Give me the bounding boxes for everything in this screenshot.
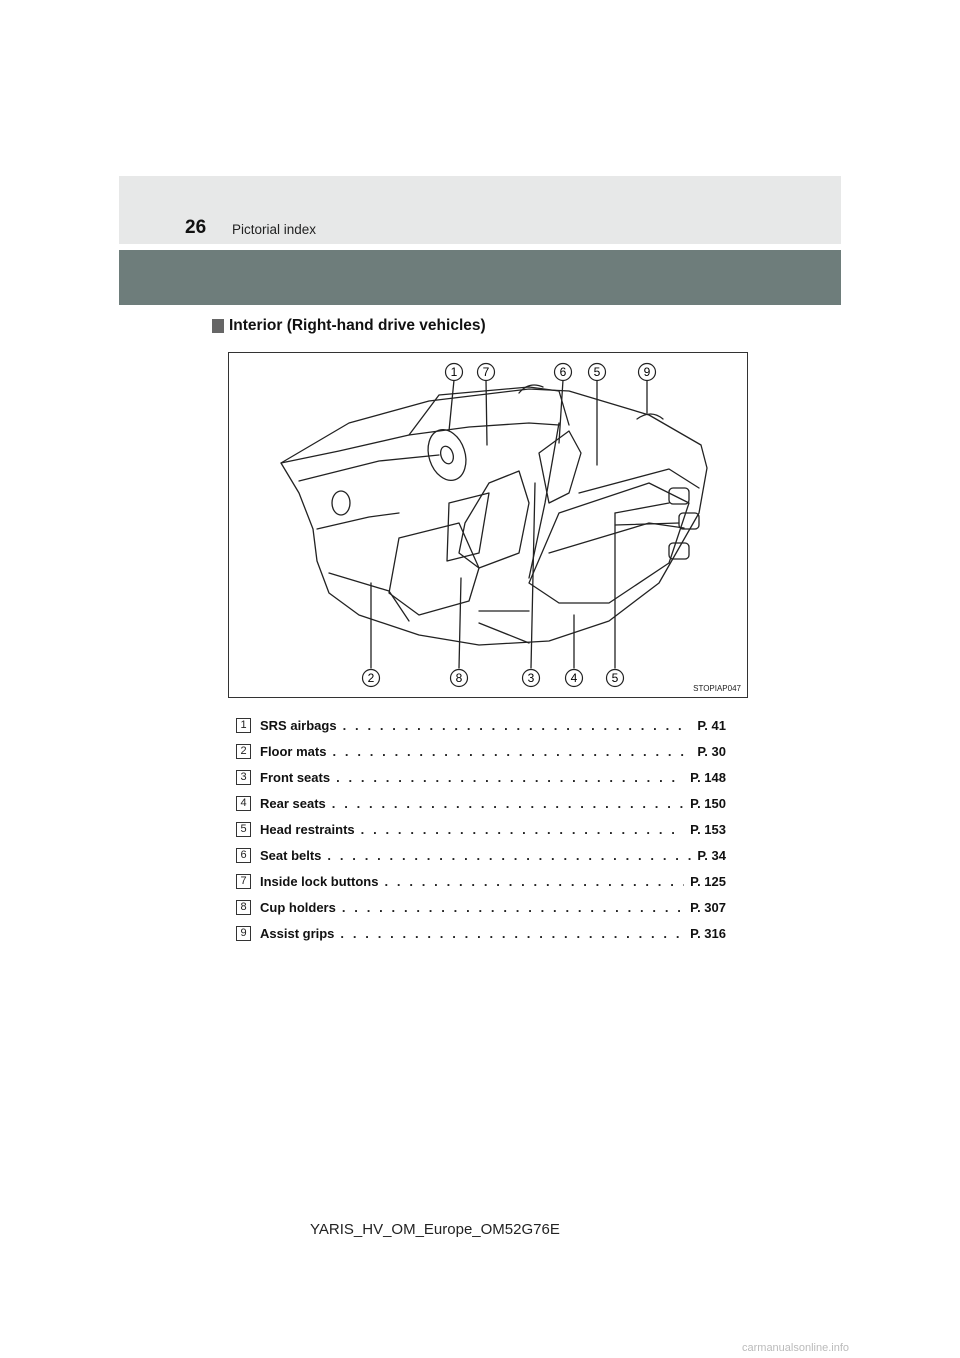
page-reference[interactable]: P. 41 bbox=[697, 717, 726, 733]
item-label: Floor mats bbox=[260, 743, 327, 759]
item-number: 1 bbox=[236, 718, 251, 733]
list-item[interactable] bbox=[236, 791, 726, 815]
page-number: 26 bbox=[185, 217, 207, 238]
leader-dots bbox=[361, 822, 684, 837]
page-reference[interactable]: P. 316 bbox=[690, 925, 726, 941]
leader-dots bbox=[327, 848, 691, 863]
document-footer: YARIS_HV_OM_Europe_OM52G76E bbox=[310, 1221, 560, 1238]
item-number: 9 bbox=[236, 926, 251, 941]
list-item[interactable] bbox=[236, 921, 726, 945]
header-bar bbox=[119, 176, 841, 244]
item-number: 6 bbox=[236, 848, 251, 863]
figure-code: STOPIAP047 bbox=[693, 684, 741, 693]
bullet-square-icon bbox=[212, 319, 224, 333]
subheading: Interior (Right-hand drive vehicles) bbox=[229, 317, 486, 334]
page-reference[interactable]: P. 34 bbox=[697, 847, 726, 863]
list-item[interactable] bbox=[236, 739, 726, 763]
page-reference[interactable]: P. 307 bbox=[690, 899, 726, 915]
page-reference[interactable]: P. 153 bbox=[690, 821, 726, 837]
item-number: 3 bbox=[236, 770, 251, 785]
leader-dots bbox=[340, 926, 684, 941]
interior-illustration bbox=[228, 352, 748, 698]
item-number: 5 bbox=[236, 822, 251, 837]
item-number: 7 bbox=[236, 874, 251, 889]
item-label: Front seats bbox=[260, 769, 331, 785]
list-item[interactable] bbox=[236, 843, 726, 867]
page-reference[interactable]: P. 125 bbox=[690, 873, 726, 889]
callout-top-1: 1 bbox=[450, 365, 458, 379]
list-item[interactable] bbox=[236, 713, 726, 737]
watermark: carmanualsonline.info bbox=[742, 1342, 850, 1354]
callout-bottom-1: 2 bbox=[367, 671, 375, 685]
leader-dots bbox=[332, 796, 684, 811]
callout-bottom-2: 8 bbox=[455, 671, 463, 685]
item-number: 8 bbox=[236, 900, 251, 915]
callout-top-2: 7 bbox=[482, 365, 490, 379]
page-reference[interactable]: P. 30 bbox=[697, 743, 726, 759]
leader-dots bbox=[384, 874, 684, 889]
list-item[interactable] bbox=[236, 817, 726, 841]
item-label: Rear seats bbox=[260, 795, 326, 811]
callout-bottom-3: 3 bbox=[527, 671, 535, 685]
callout-top-5: 9 bbox=[643, 365, 651, 379]
leader-dots bbox=[343, 718, 692, 733]
item-label: Head restraints bbox=[260, 821, 355, 837]
item-label: Cup holders bbox=[260, 899, 336, 915]
header-band bbox=[119, 250, 841, 305]
callout-top-3: 6 bbox=[559, 365, 567, 379]
leader-dots bbox=[342, 900, 684, 915]
callout-bottom-5: 5 bbox=[611, 671, 619, 685]
list-item[interactable] bbox=[236, 895, 726, 919]
item-number: 2 bbox=[236, 744, 251, 759]
leader-dots bbox=[336, 770, 684, 785]
page-reference[interactable]: P. 150 bbox=[690, 795, 726, 811]
item-label: SRS airbags bbox=[260, 717, 337, 733]
car-interior-drawing bbox=[229, 353, 749, 699]
callout-top-4: 5 bbox=[593, 365, 601, 379]
item-label: Inside lock buttons bbox=[260, 873, 379, 889]
leader-dots bbox=[332, 744, 691, 759]
item-label: Seat belts bbox=[260, 847, 322, 863]
page-reference[interactable]: P. 148 bbox=[690, 769, 726, 785]
item-label: Assist grips bbox=[260, 925, 335, 941]
callout-bottom-4: 4 bbox=[570, 671, 578, 685]
item-number: 4 bbox=[236, 796, 251, 811]
list-item[interactable] bbox=[236, 765, 726, 789]
section-title: Pictorial index bbox=[232, 222, 317, 237]
list-item[interactable] bbox=[236, 869, 726, 893]
